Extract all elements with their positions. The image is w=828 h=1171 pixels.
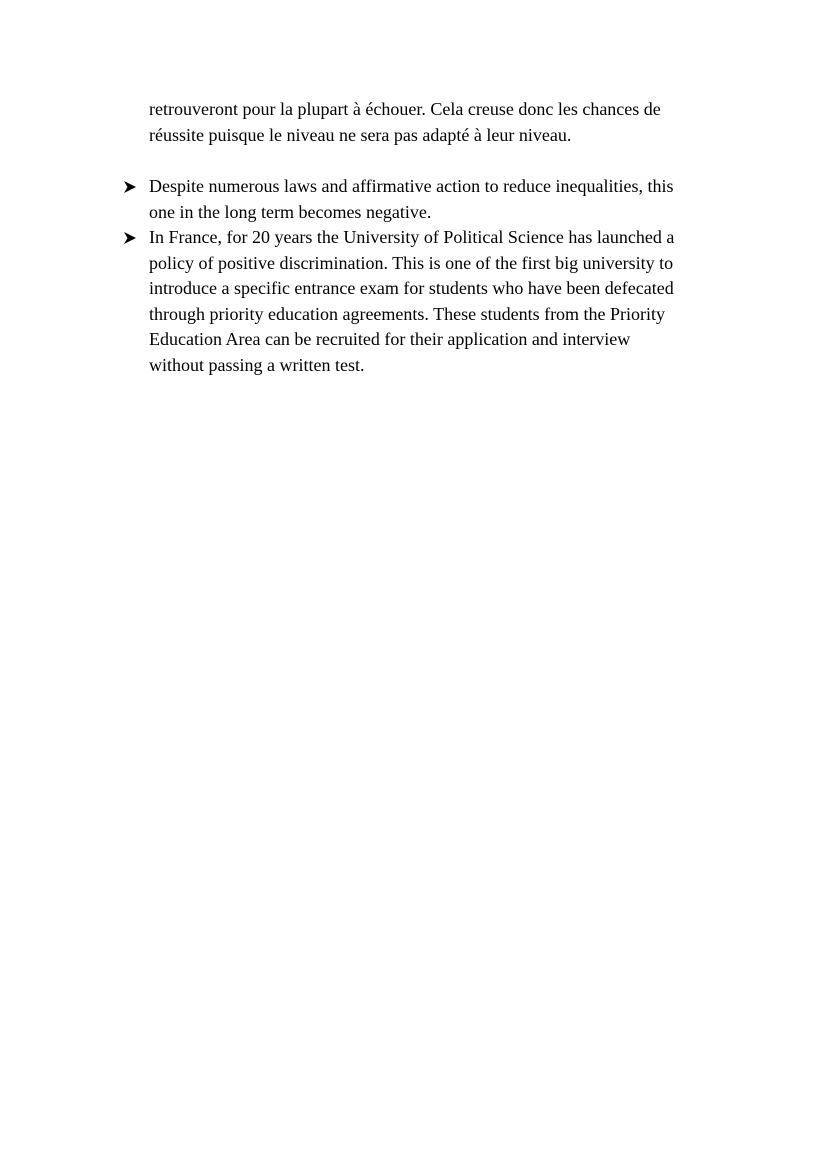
text-line: through priority education agreements. These students from the Priority bbox=[149, 303, 666, 324]
text-line: In France, for 20 years the University of Political Science has launched a bbox=[149, 227, 675, 247]
text-line: policy of positive discrimination. This is one of the first big university to bbox=[149, 252, 674, 273]
text-line: retrouveront pour la plupart à échouer. Cela creuse donc les chances de bbox=[149, 99, 661, 119]
bullet-item bbox=[0, 174, 724, 225]
arrowhead-bullet-icon bbox=[123, 231, 137, 245]
text-line: Education Area can be recruited for their application and interview bbox=[149, 329, 631, 349]
continuation-paragraph bbox=[149, 97, 729, 148]
text-line: Despite numerous laws and affirmative action to reduce inequalities, this bbox=[149, 176, 674, 196]
text-line: one in the long term becomes negative. bbox=[149, 201, 432, 222]
arrowhead-bullet-icon bbox=[123, 180, 137, 194]
text-line: without passing a written test. bbox=[149, 354, 365, 375]
text-line: introduce a specific entrance exam for students who have been defecated bbox=[149, 278, 674, 298]
bullet-list bbox=[0, 174, 828, 378]
bullet-item bbox=[0, 225, 724, 378]
text-line: réussite puisque le niveau ne sera pas adapté à leur niveau. bbox=[149, 124, 572, 145]
